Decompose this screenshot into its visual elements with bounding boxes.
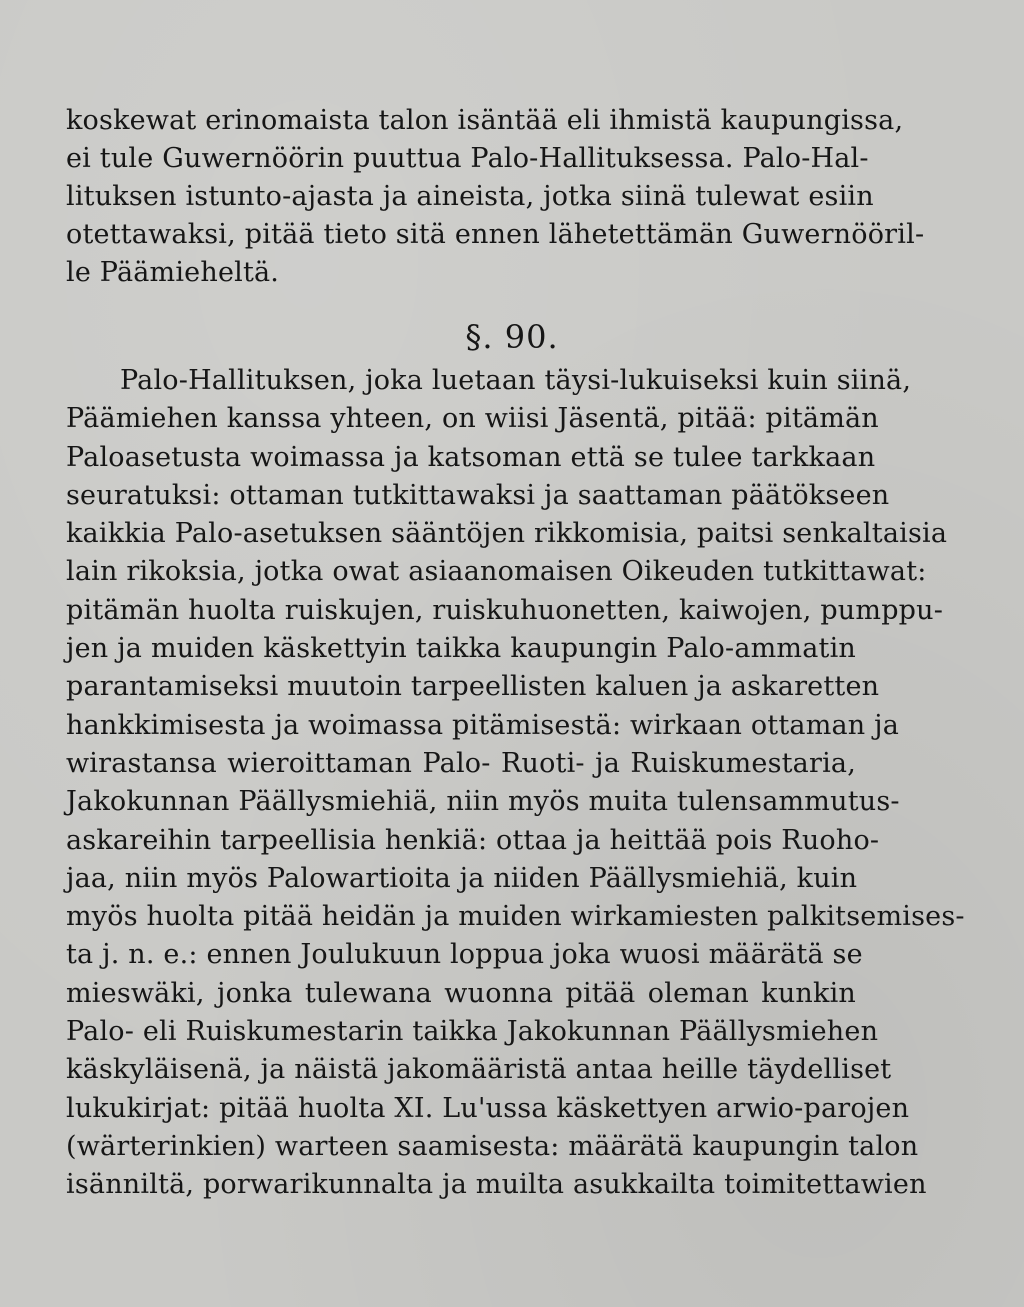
text-line: lukukirjat: pitää huolta XI. Lu'ussa käskettyen arwio-parojen [66, 1092, 910, 1124]
text-line: isänniltä, porwarikunnalta ja muilta asukkailta toimitettawien [66, 1169, 927, 1201]
text-line: pitämän huolta ruiskujen, ruiskuhuonetten, kaiwojen, pumppu- [66, 594, 944, 626]
text-line: parantamiseksi muutoin tarpeellisten kaluen ja askaretten [66, 671, 880, 703]
text-line: kaikkia Palo-asetuksen sääntöjen rikkomisia, paitsi senkaltaisia [66, 518, 948, 550]
text-line: askareihin tarpeellisia henkiä: ottaa ja heittää pois Ruoho- [66, 824, 880, 856]
text-line: koskewat erinomaista talon isäntää eli ihmistä kaupungissa, [66, 105, 904, 136]
text-line: käskyläisenä, ja näistä jakomääristä antaa heille täydelliset [66, 1054, 892, 1086]
text-line: wirastansa wieroittaman Palo- Ruoti- ja Ruiskumestaria, [66, 747, 856, 779]
text-line: mieswäki, jonka tulewana wuonna pitää oleman kunkin [66, 977, 856, 1009]
text-line: lain rikoksia, jotka owat asiaanomaisen Oikeuden tutkittawat: [66, 556, 927, 588]
text-line: Jakokunnan Päällysmiehiä, niin myös muita tulensammutus- [66, 786, 900, 818]
text-line: seuratuksi: ottaman tutkittawaksi ja saattaman päätökseen [66, 479, 890, 511]
text-line: jen ja muiden käskettyin taikka kaupungin Palo-ammatin [66, 633, 856, 665]
text-line: Palo-Hallituksen, joka luetaan täysi-lukuiseksi kuin siinä, [120, 365, 912, 396]
text-line: (wärterinkien) warteen saamisesta: määrätä kaupungin talon [66, 1130, 919, 1162]
section-paragraph [66, 362, 965, 1205]
text-line: jaa, niin myös Palowartioita ja niiden Päällysmiehiä, kuin [66, 862, 858, 894]
text-line: hankkimisesta ja woimassa pitämisestä: wirkaan ottaman ja [66, 709, 900, 741]
text-line: Palo- eli Ruiskumestarin taikka Jakokunnan Päällysmiehen [66, 1016, 879, 1048]
text-line: lituksen istunto-ajasta ja aineista, jotka siinä tulewat esiin [66, 181, 874, 212]
section-heading: §. 90. [465, 318, 559, 356]
continued-paragraph [66, 102, 925, 292]
text-line: ta j. n. e.: ennen Joulukuun loppua joka wuosi määrätä se [66, 939, 863, 971]
text-line: otettawaksi, pitää tieto sitä ennen lähetettämän Guwernööril- [66, 219, 925, 250]
text-line: Paloasetusta woimassa ja katsoman että se tulee tarkkaan [66, 441, 876, 473]
text-line: myös huolta pitää heidän ja muiden wirkamiesten palkitsemises- [66, 901, 965, 933]
text-line: Päämiehen kanssa yhteen, on wiisi Jäsentä, pitää: pitämän [66, 403, 879, 435]
text-line: le Päämieheltä. [66, 257, 280, 288]
text-line: ei tule Guwernöörin puuttua Palo-Hallituksessa. Palo-Hal- [66, 143, 869, 174]
